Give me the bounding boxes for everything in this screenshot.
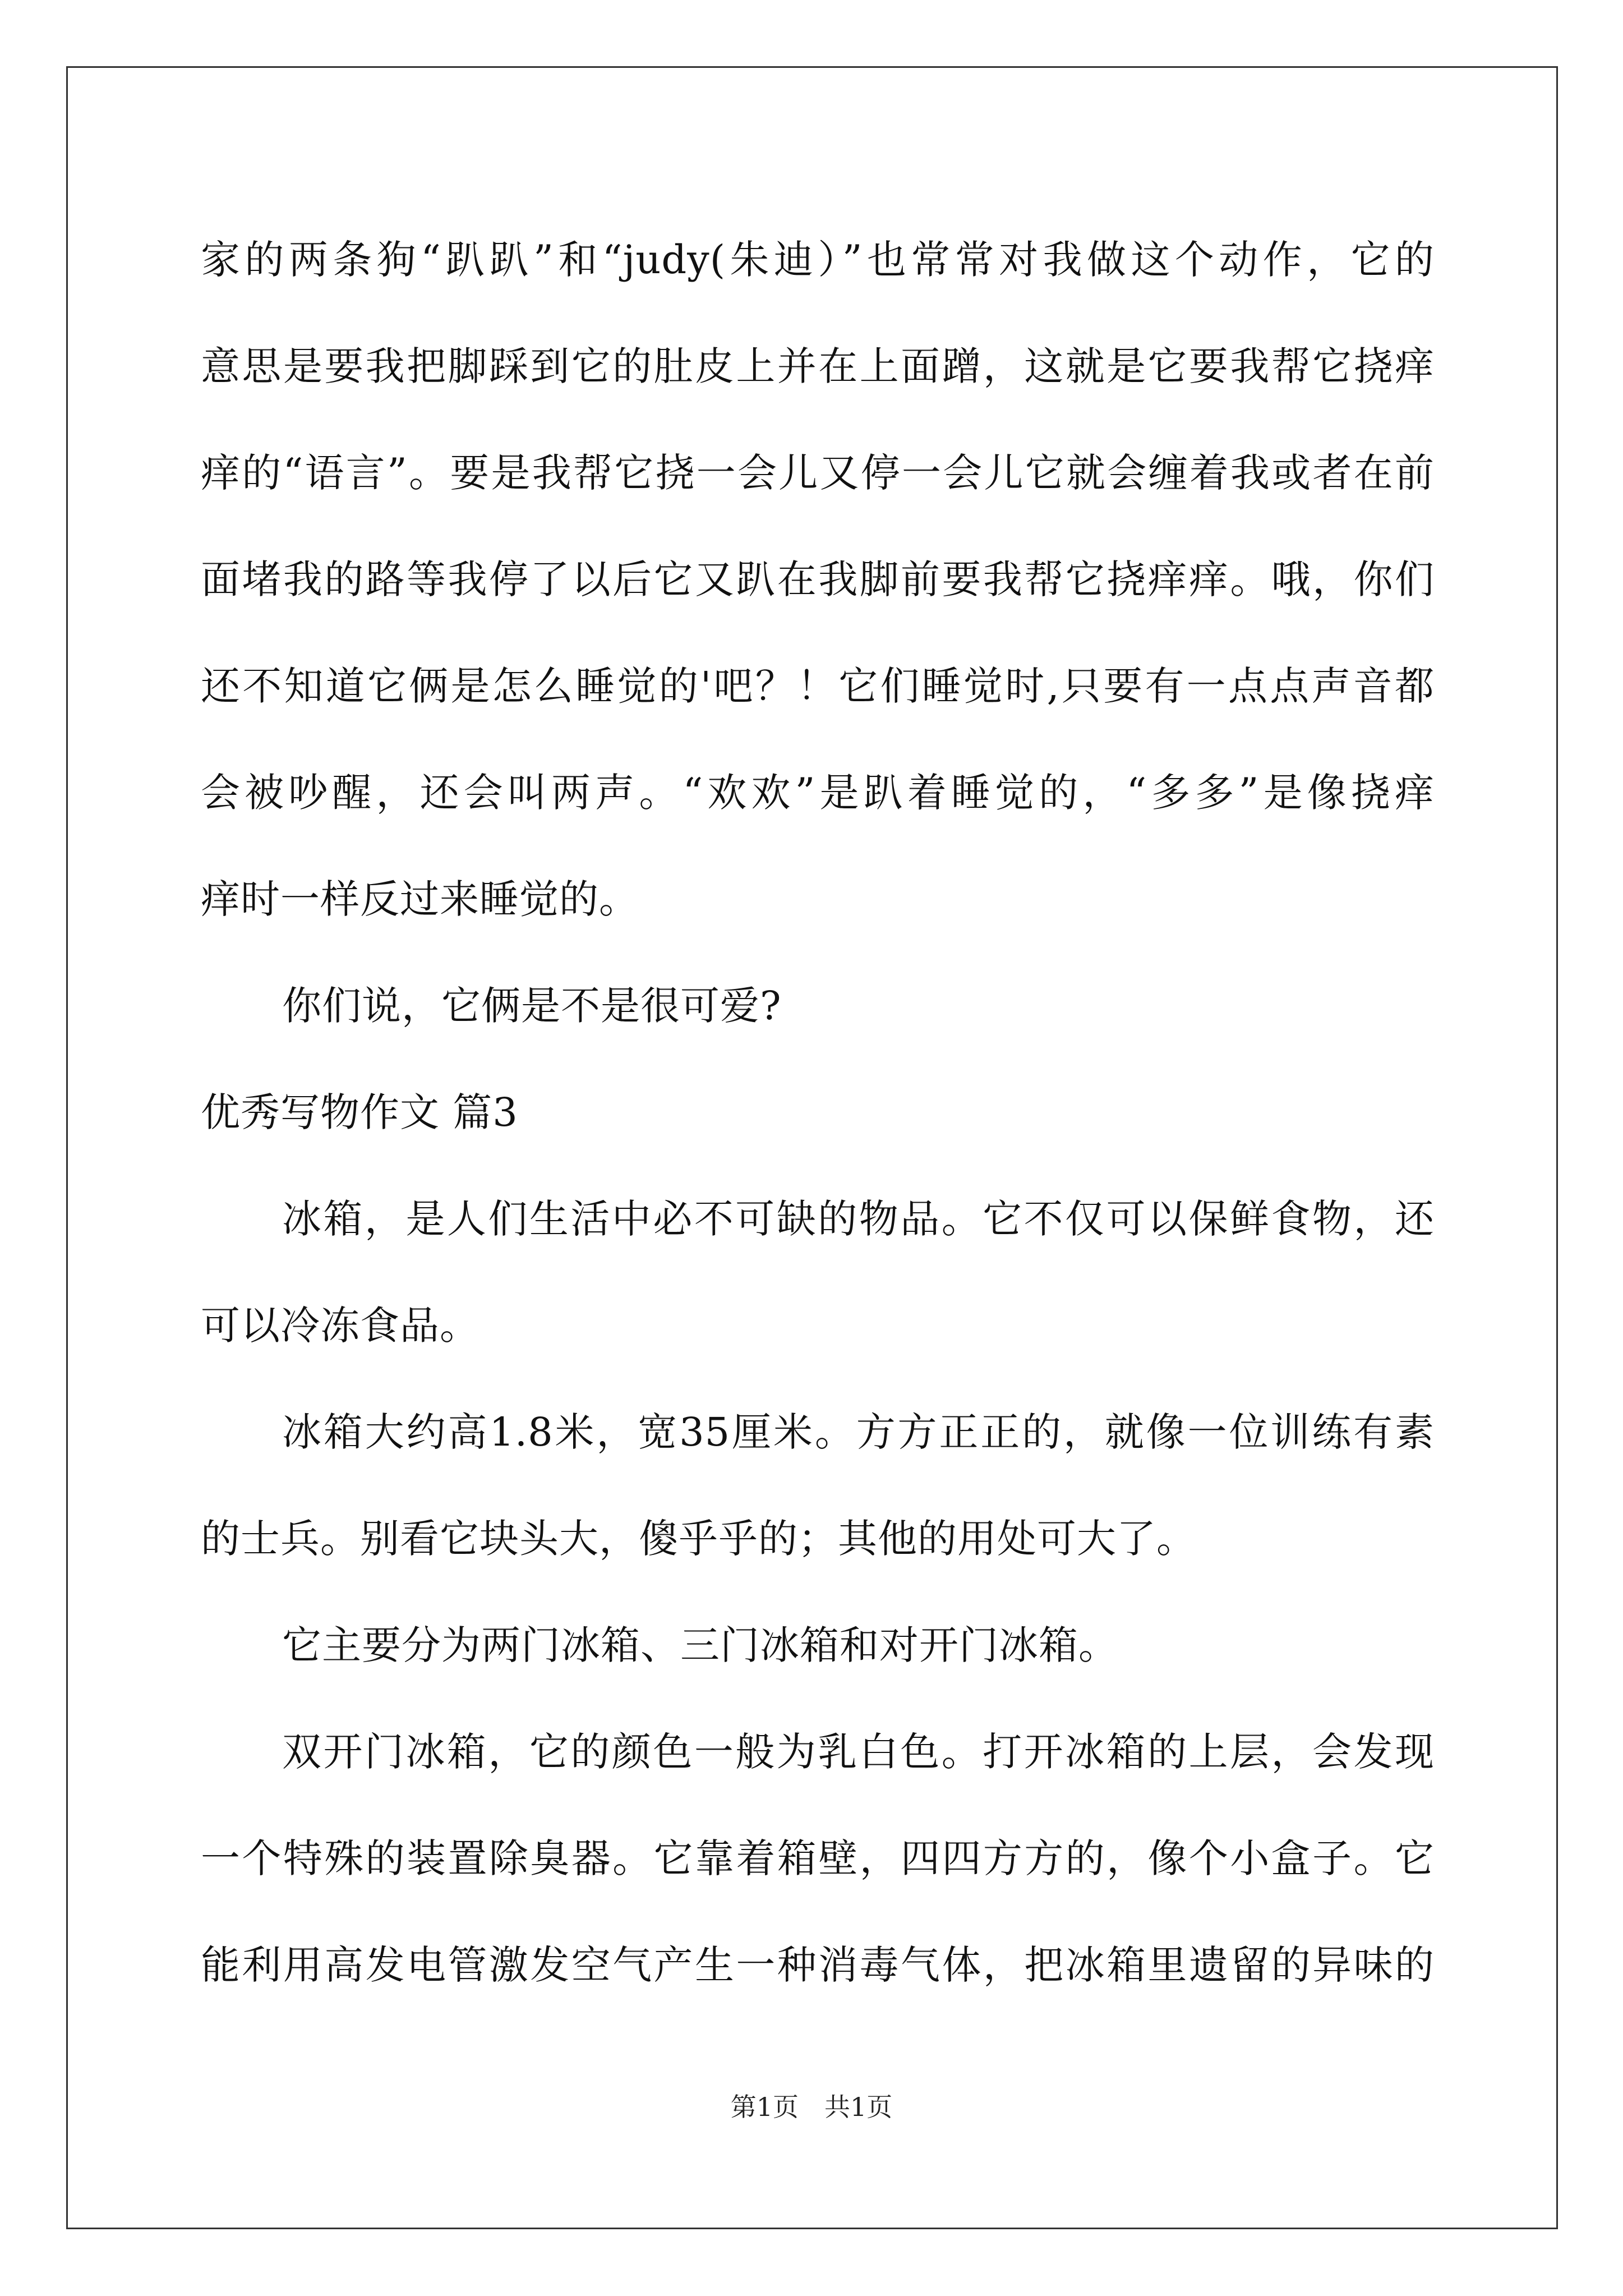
paragraph-line: 能利用高发电管激发空气产生一种消毒气体，把冰箱里遗留的异味的	[201, 1942, 1435, 1988]
paragraph-line: 会被吵醒，还会叫两声。“欢欢”是趴着睡觉的，“多多”是像挠痒	[201, 770, 1435, 816]
paragraph-line: 可以冷冻食品。	[201, 1303, 479, 1349]
paragraph-line: 一个特殊的装置除臭器。它靠着箱壁，四四方方的，像个小盒子。它	[201, 1835, 1435, 1881]
paragraph-line: 冰箱大约高1.8米，宽35厘米。方方正正的，就像一位训练有素	[282, 1409, 1435, 1455]
paragraph-line: 双开门冰箱，它的颜色一般为乳白色。打开冰箱的上层，会发现	[282, 1729, 1435, 1775]
document-body	[201, 206, 1435, 2018]
page-footer	[0, 2087, 1623, 2124]
paragraph-line: 冰箱，是人们生活中必不可缺的物品。它不仅可以保鲜食物，还	[282, 1196, 1435, 1242]
paragraph-line: 的士兵。别看它块头大，傻乎乎的；其他的用处可大了。	[201, 1516, 1196, 1562]
page-number: 第1页 共1页	[730, 2092, 893, 2122]
paragraph-line: 它主要分为两门冰箱、三门冰箱和对开门冰箱。	[282, 1622, 1118, 1668]
paragraph-line: 面堵我的路等我停了以后它又趴在我脚前要我帮它挠痒痒。哦，你们	[201, 556, 1435, 602]
paragraph-line: 家的两条狗“趴趴”和“judy(朱迪）”也常常对我做这个动作，它的	[201, 237, 1435, 283]
paragraph-line: 痒时一样反过来睡觉的。	[201, 876, 639, 922]
paragraph-line: 痒的“语言”。要是我帮它挠一会儿又停一会儿它就会缠着我或者在前	[201, 450, 1435, 496]
paragraph-line: 你们说，它俩是不是很可爱?	[282, 983, 782, 1029]
paragraph-line: 意思是要我把脚踩到它的肚皮上并在上面蹭，这就是它要我帮它挠痒	[201, 343, 1435, 389]
section-heading: 优秀写物作文 篇3	[201, 1089, 518, 1135]
paragraph-line: 还不知道它俩是怎么睡觉的'吧？！它们睡觉时,只要有一点点声音都	[201, 663, 1435, 709]
